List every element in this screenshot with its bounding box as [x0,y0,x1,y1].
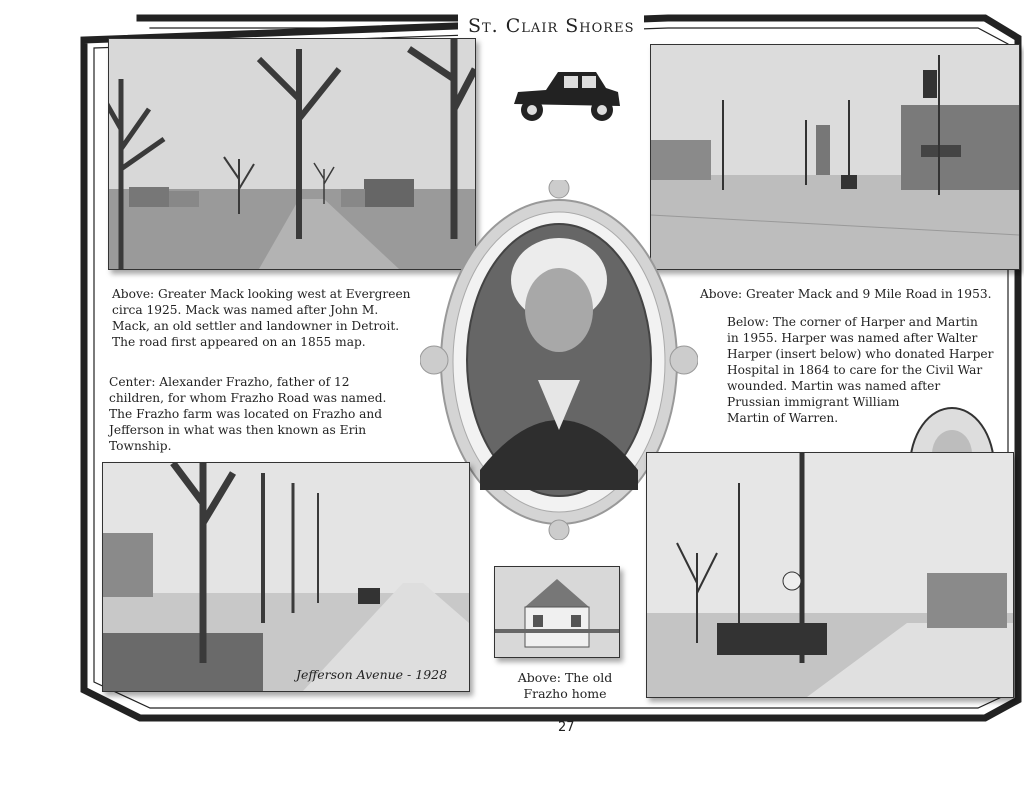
caption-alexander-frazho: Center: Alexander Frazho, father of 12 children, for whom Frazho Road was named. The Frazho farm was located on Frazho and Jefferson in what was then known as Erin Township. [109,375,387,453]
page-number: 27 [558,720,575,735]
caption-greater-mack: Above: Greater Mack looking west at Evergreen circa 1925. Mack was named after John M. Mack, an old settler and landowner in Detroit. The road first appeared on an 1855 map. [112,287,411,349]
photo-jefferson-avenue-1928 [102,462,470,692]
photo-harper-martin-1955 [646,452,1014,698]
vintage-car-icon [506,66,626,124]
caption-jefferson-avenue: Jefferson Avenue - 1928 [296,667,448,682]
photo-greater-mack-9-mile-1953 [650,44,1020,270]
caption-harper-martin: Below: The corner of Harper and Martin in 1955. Harper was named after Walter Harper (insert below) who donated Harper Hospital in 1864 to care for the Civil War wounded. Martin was named after Prussian immigrant William Martin of Warren. [727,315,994,425]
photo-frazho-home [494,566,620,658]
caption-greater-mack-9-mile: Above: Greater Mack and 9 Mile Road in 1953. [700,287,992,301]
caption-frazho-home: Above: The old Frazho home [517,670,613,701]
page-title: St. Clair Shores [458,12,644,40]
